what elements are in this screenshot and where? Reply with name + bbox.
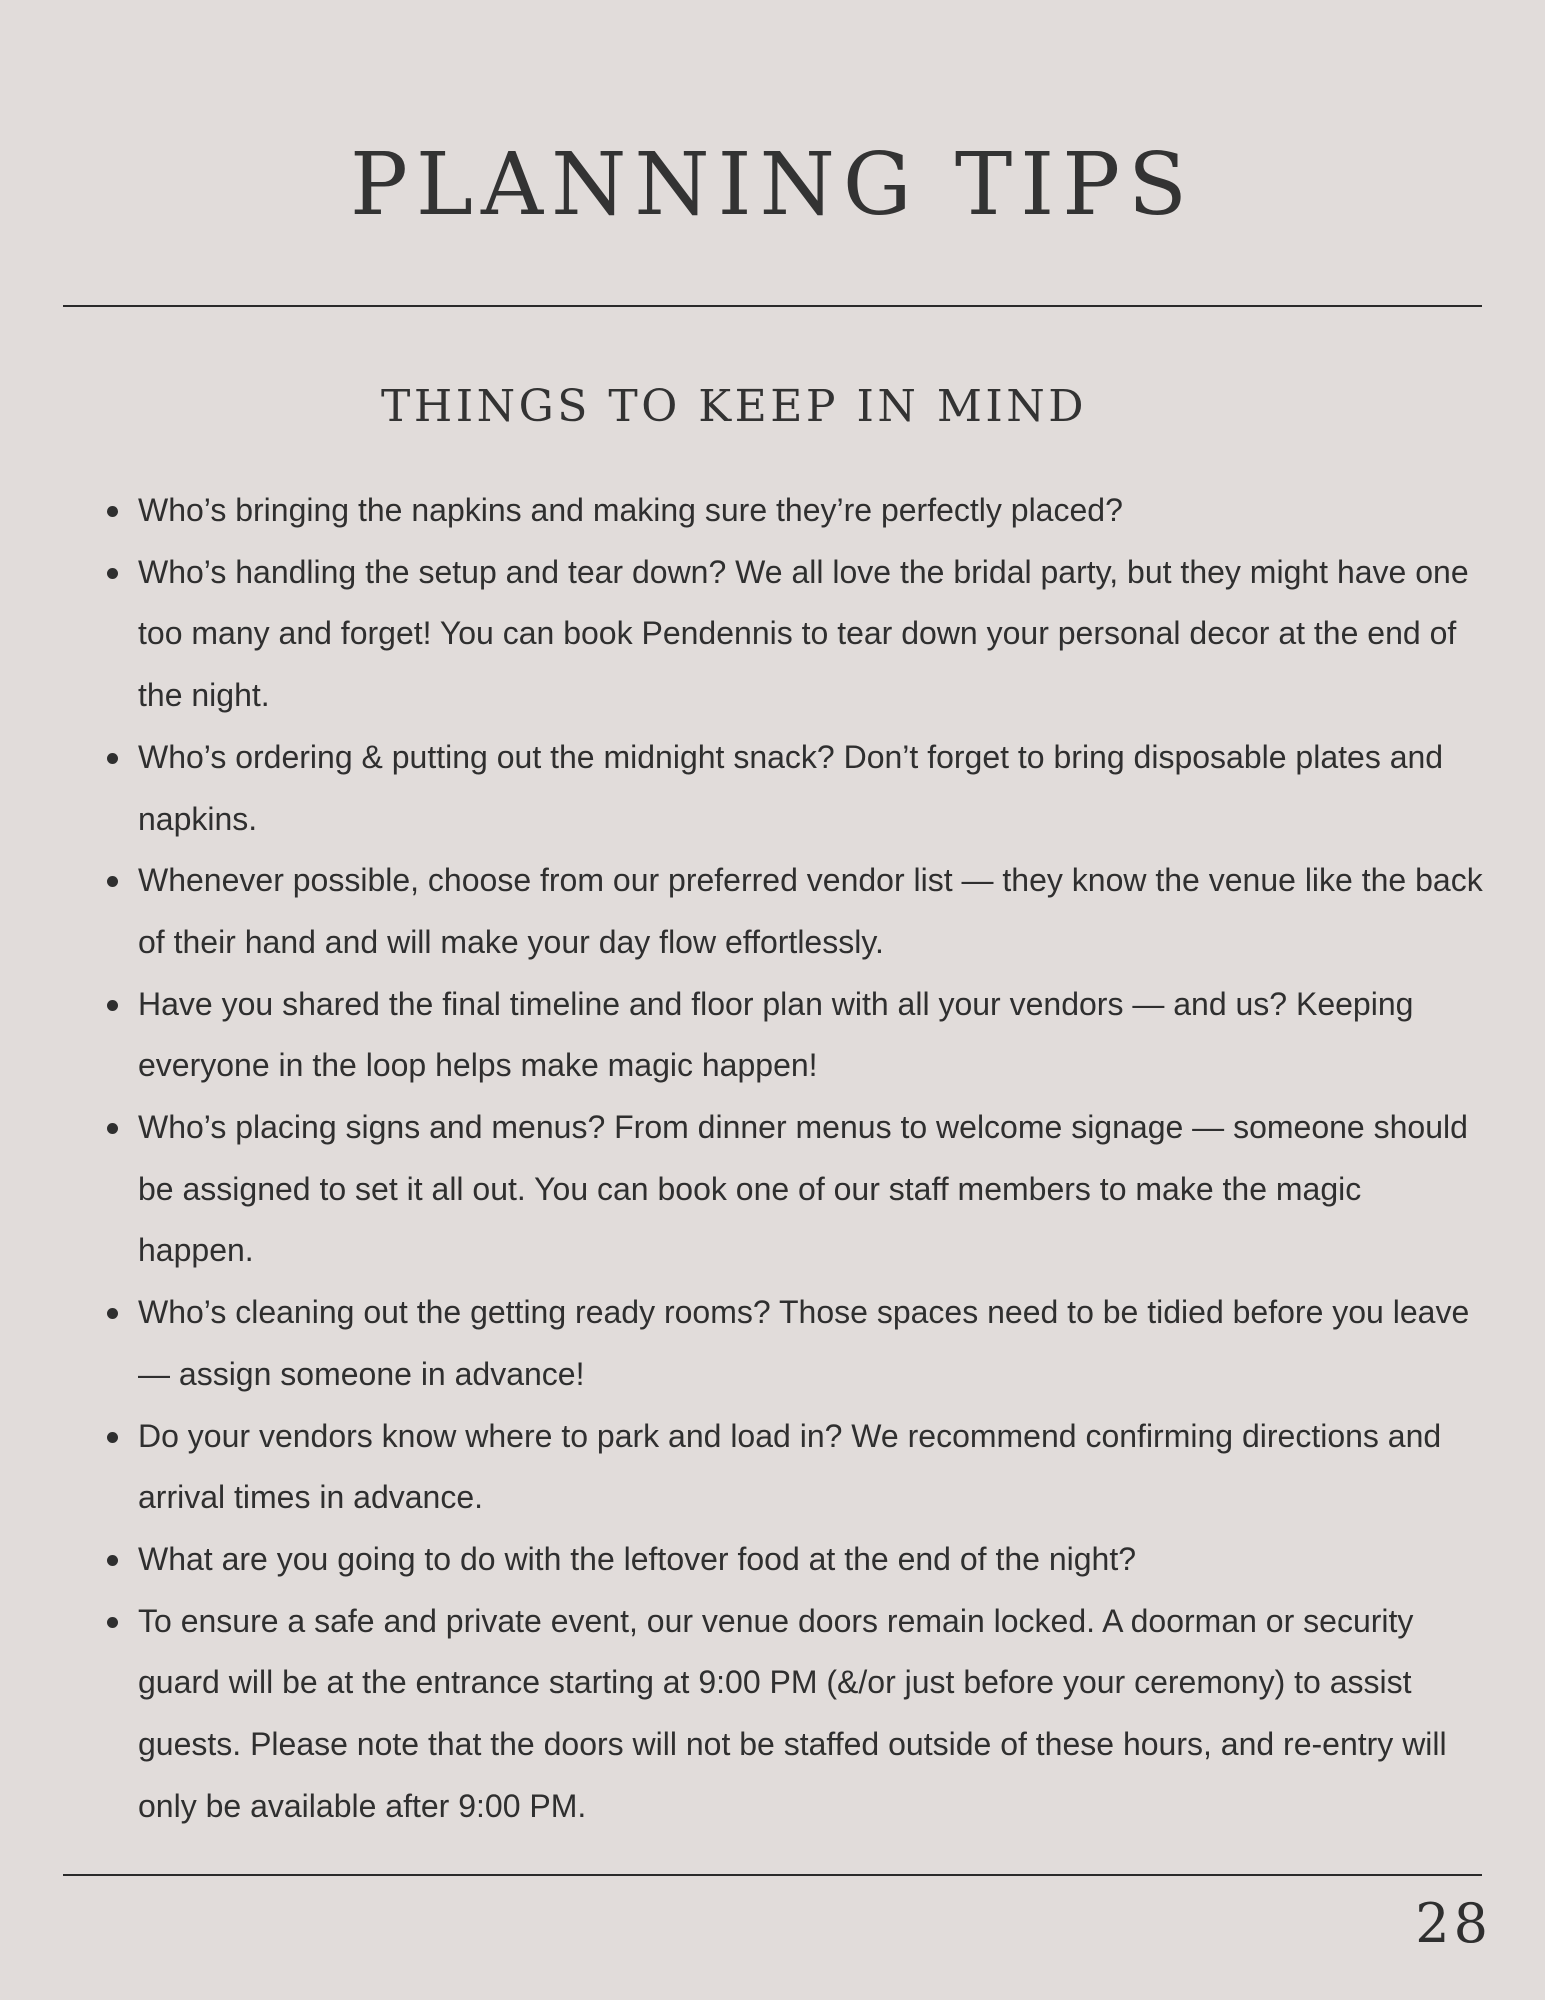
tip-text: To ensure a safe and private event, our venue doors remain locked. A doorman or security guard will be at the entrance starting at 9:00 PM (&/or just before your ceremony) to assist guests. Please note that the doors will not be staffed outside of these hours, and re-entry will only be available after 9:00 PM.: [138, 1602, 1447, 1824]
bullet-icon: [107, 1308, 118, 1319]
tip-text: What are you going to do with the leftover food at the end of the night?: [138, 1540, 1136, 1577]
list-item: [138, 1097, 1483, 1282]
tip-text: Who’s bringing the napkins and making sure they’re perfectly placed?: [138, 492, 1123, 528]
bullet-icon: [107, 506, 118, 517]
tips-list: [138, 480, 1483, 1837]
tip-text: Who’s placing signs and menus? From dinner menus to welcome signage — someone should be assigned to set it all out. You can book one of our staff members to make the magic happen.: [138, 1109, 1468, 1269]
bullet-icon: [107, 1000, 118, 1011]
page-title: PLANNING TIPS: [350, 135, 1195, 235]
tip-text: Have you shared the final timeline and floor plan with all your vendors — and us? Keeping everyone in the loop helps make magic happen!: [138, 985, 1414, 1084]
bullet-icon: [107, 1432, 118, 1443]
tip-text: Who’s cleaning out the getting ready rooms? Those spaces need to be tidied before you leave — assign someone in advance!: [138, 1294, 1470, 1392]
tip-text: Whenever possible, choose from our preferred vendor list — they know the venue like the back of their hand and will make your day flow effortlessly.: [138, 862, 1483, 960]
list-item: [138, 974, 1483, 1097]
bullet-icon: [107, 1617, 118, 1628]
top-divider: [63, 305, 1482, 307]
bullet-icon: [107, 1123, 118, 1134]
list-item: [138, 727, 1483, 850]
bullet-icon: [107, 1555, 118, 1566]
list-item: [138, 1591, 1483, 1838]
bullet-icon: [107, 568, 118, 579]
tip-text: Who’s handling the setup and tear down? We all love the bridal party, but they might have one too many and forget! You can book Pendennis to tear down your personal decor at the end of the night.: [138, 553, 1469, 714]
list-item: [138, 1282, 1483, 1405]
page-number: 28: [1415, 1892, 1492, 1955]
list-item: [138, 1406, 1483, 1529]
bullet-icon: [107, 876, 118, 887]
tip-text: Who’s ordering & putting out the midnight snack? Don’t forget to bring disposable plates and napkins.: [138, 738, 1444, 837]
list-item: [138, 480, 1483, 542]
list-item: [138, 542, 1483, 727]
bullet-icon: [107, 753, 118, 764]
bottom-divider: [63, 1874, 1482, 1876]
list-item: [138, 1529, 1483, 1591]
section-heading: THINGS TO KEEP IN MIND: [381, 381, 1088, 432]
list-item: [138, 850, 1483, 973]
tip-text: Do your vendors know where to park and load in? We recommend confirming directions and arrival times in advance.: [138, 1417, 1442, 1516]
